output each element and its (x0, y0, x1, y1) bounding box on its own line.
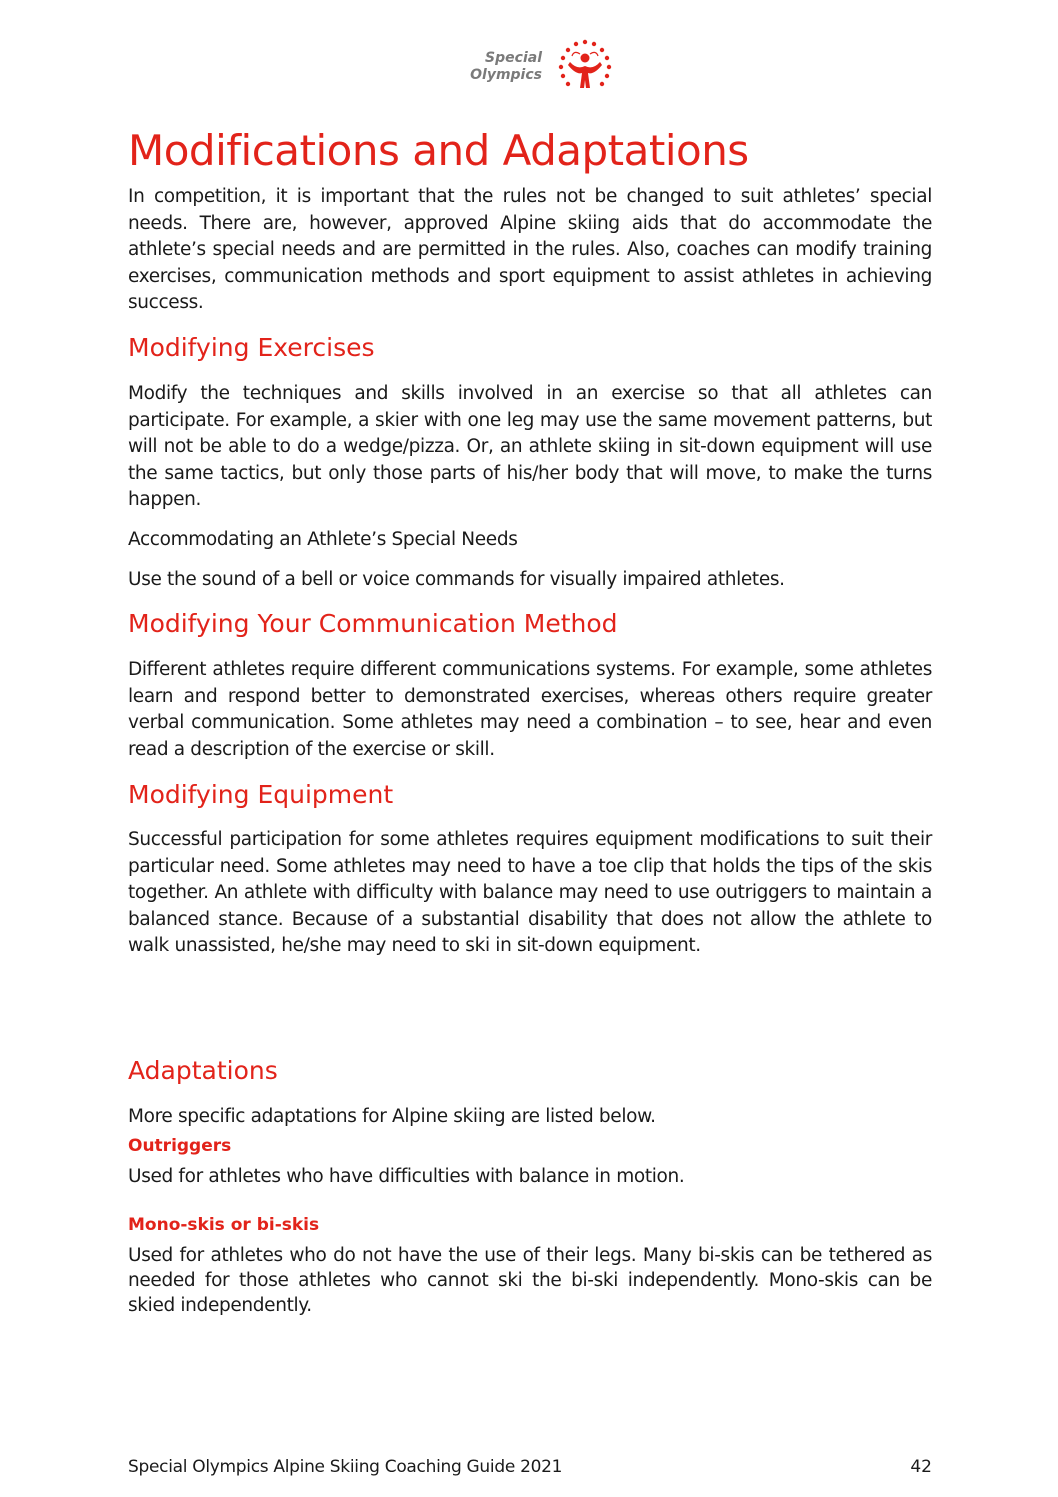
logo-wordmark (442, 50, 542, 84)
intro-paragraph: In competition, it is important that the rules not be changed to suit athletes’ special needs. There are, however, approved Alpine skiing aids that do accommodate the athlete’s special needs and are permitted in the rules. Also, coaches can modify training exercises, communication methods and sport equipment to assist athletes in achieving success. (128, 186, 932, 313)
special-olympics-logo (438, 36, 618, 104)
logo-text-line1: Special (485, 50, 542, 66)
heading-modifying-equipment: Modifying Equipment (128, 780, 394, 809)
adaptations-intro: More specific adaptations for Alpine skiing are listed below. (128, 1106, 656, 1127)
heading-modifying-exercises: Modifying Exercises (128, 333, 375, 362)
exercises-paragraph: Modify the techniques and skills involved in an exercise so that all athletes can participate. For example, a skier with one leg may use the same movement patterns, but will not be able to do a wedge/pizza. Or, an athlete skiing in sit-down equipment will use the same tactics, but only those parts of his/her body that will move, to make the turns happen. (128, 383, 932, 510)
special-olympics-logo-icon (552, 36, 618, 104)
communication-paragraph: Different athletes require different communications systems. For example, some athletes learn and respond better to demonstrated exercises, whereas others require greater verbal communication. Some athletes may need a combination – to see, hear and even read a description of the exercise or skill. (128, 659, 932, 760)
adaptation-title-mono-skis: Mono-skis or bi-skis (128, 1215, 320, 1235)
special-needs-subheading: Accommodating an Athlete’s Special Needs (128, 529, 518, 550)
special-needs-paragraph: Use the sound of a bell or voice commands for visually impaired athletes. (128, 569, 785, 590)
adaptation-body-mono-skis: Used for athletes who do not have the use of their legs. Many bi-skis can be tethered as needed for those athletes who cannot ski the bi-ski independently. Mono-skis can be skied independently. (128, 1245, 932, 1316)
page-title: Modifications and Adaptations (128, 126, 749, 175)
logo-text-line2: Olympics (470, 67, 542, 83)
adaptation-title-outriggers: Outriggers (128, 1136, 232, 1156)
heading-modifying-communication: Modifying Your Communication Method (128, 609, 618, 638)
footer-guide-title: Special Olympics Alpine Skiing Coaching Guide 2021 (128, 1457, 563, 1477)
page-number: 42 (910, 1457, 932, 1477)
equipment-paragraph: Successful participation for some athletes requires equipment modifications to suit their particular need. Some athletes may need to have a toe clip that holds the tips of the skis together. An athlete with difficulty with balance may need to use outriggers to maintain a balanced stance. Because of a substantial disability that does not allow the athlete to walk unassisted, he/she may need to ski in sit-down equipment. (128, 829, 932, 956)
heading-adaptations: Adaptations (128, 1056, 278, 1085)
adaptation-body-outriggers: Used for athletes who have difficulties with balance in motion. (128, 1166, 685, 1187)
